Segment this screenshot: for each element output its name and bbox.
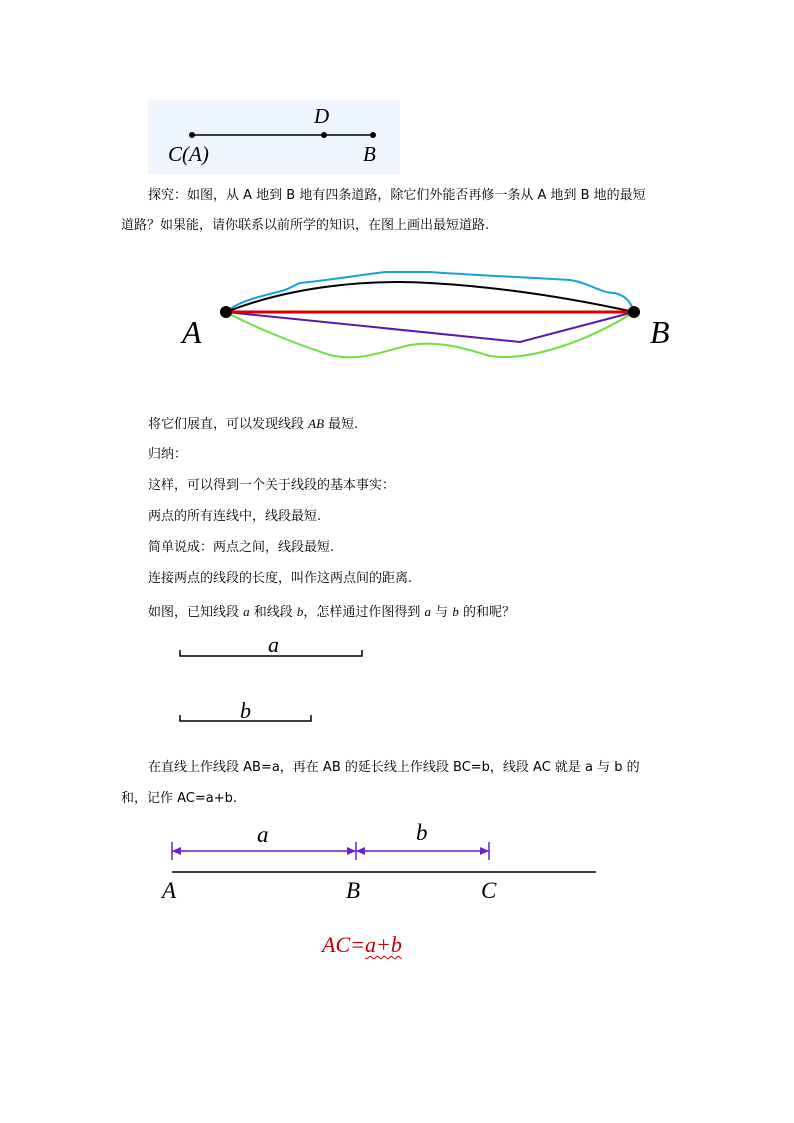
var-b: b bbox=[296, 604, 304, 619]
paragraph-distance-definition: 连接两点的线段的长度，叫作这两点间的距离. bbox=[148, 571, 413, 586]
figure-1-label-B: B bbox=[363, 142, 376, 166]
paragraph-short-form: 简单说成：两点之间，线段最短. bbox=[148, 540, 335, 555]
figure-4-label-A: A bbox=[162, 878, 177, 903]
figure-4-construction bbox=[0, 830, 794, 900]
figure-2-label-A: A bbox=[182, 314, 202, 350]
explore-line-1: 探究：如图，从 A 地到 B 地有四条道路，除它们外能否再修一条从 A 地到 B 地的最短 bbox=[148, 188, 646, 203]
paragraph-straighten-pre: 将它们展直，可以发现线段 bbox=[148, 417, 309, 432]
arrow-b-left-head bbox=[356, 847, 365, 855]
construction-line-1: 在直线上作线段 AB=a，再在 AB 的延长线上作线段 BC=b，线段 AC 就是 a 与 b 的 bbox=[148, 760, 640, 775]
formula-right: a+b bbox=[364, 932, 402, 957]
figure-4-label-B: B bbox=[346, 878, 361, 903]
construction-line-2: 和，记作 AC=a+b. bbox=[121, 791, 238, 806]
arrow-a-right-head bbox=[347, 847, 356, 855]
var-a-2: a bbox=[424, 604, 432, 619]
formula-AC-equals-a-plus-b bbox=[322, 932, 402, 958]
var-a: a bbox=[243, 604, 250, 619]
formula-left: AC= bbox=[322, 932, 365, 957]
figure-4-label-C: C bbox=[481, 878, 497, 903]
figure-3-label-a: a bbox=[268, 632, 279, 657]
segment-AB-var: AB bbox=[308, 416, 325, 431]
figure-2-roads bbox=[0, 0, 794, 400]
arrow-b-right-head bbox=[480, 847, 489, 855]
figure-4-label-b: b bbox=[416, 820, 428, 845]
paragraph-summary-heading: 归纳： bbox=[148, 447, 188, 462]
figure-3-label-b: b bbox=[240, 698, 251, 723]
point-B bbox=[628, 306, 640, 318]
point-A bbox=[220, 306, 232, 318]
figure-1-label-CA: C(A) bbox=[168, 142, 209, 166]
paragraph-sum-question bbox=[148, 602, 515, 623]
paragraph-straighten-post: 最短. bbox=[324, 417, 359, 432]
question-mid3: 与 bbox=[431, 605, 453, 620]
figure-3-segments bbox=[0, 630, 794, 730]
paragraph-straighten bbox=[148, 414, 358, 435]
arrow-a-left-head bbox=[172, 847, 181, 855]
paragraph-basic-fact-intro: 这样，可以得到一个关于线段的基本事实： bbox=[148, 478, 396, 493]
paragraph-basic-fact: 两点的所有连线中，线段最短. bbox=[148, 509, 322, 524]
explore-line-2: 道路？如果能，请你联系以前所学的知识，在图上画出最短道路. bbox=[121, 218, 490, 233]
question-pre: 如图，已知线段 bbox=[148, 605, 244, 620]
figure-2-label-B: B bbox=[650, 314, 670, 350]
figure-1-label-D: D bbox=[314, 104, 330, 128]
question-post: 的和呢？ bbox=[458, 605, 515, 620]
question-mid2: ，怎样通过作图得到 bbox=[303, 605, 425, 620]
road-purple-path bbox=[226, 312, 634, 342]
question-mid: 和线段 bbox=[249, 605, 297, 620]
road-cyan-path bbox=[226, 272, 634, 312]
figure-4-label-a: a bbox=[257, 822, 269, 847]
var-b-2: b bbox=[452, 604, 459, 619]
road-black-path bbox=[226, 282, 634, 312]
